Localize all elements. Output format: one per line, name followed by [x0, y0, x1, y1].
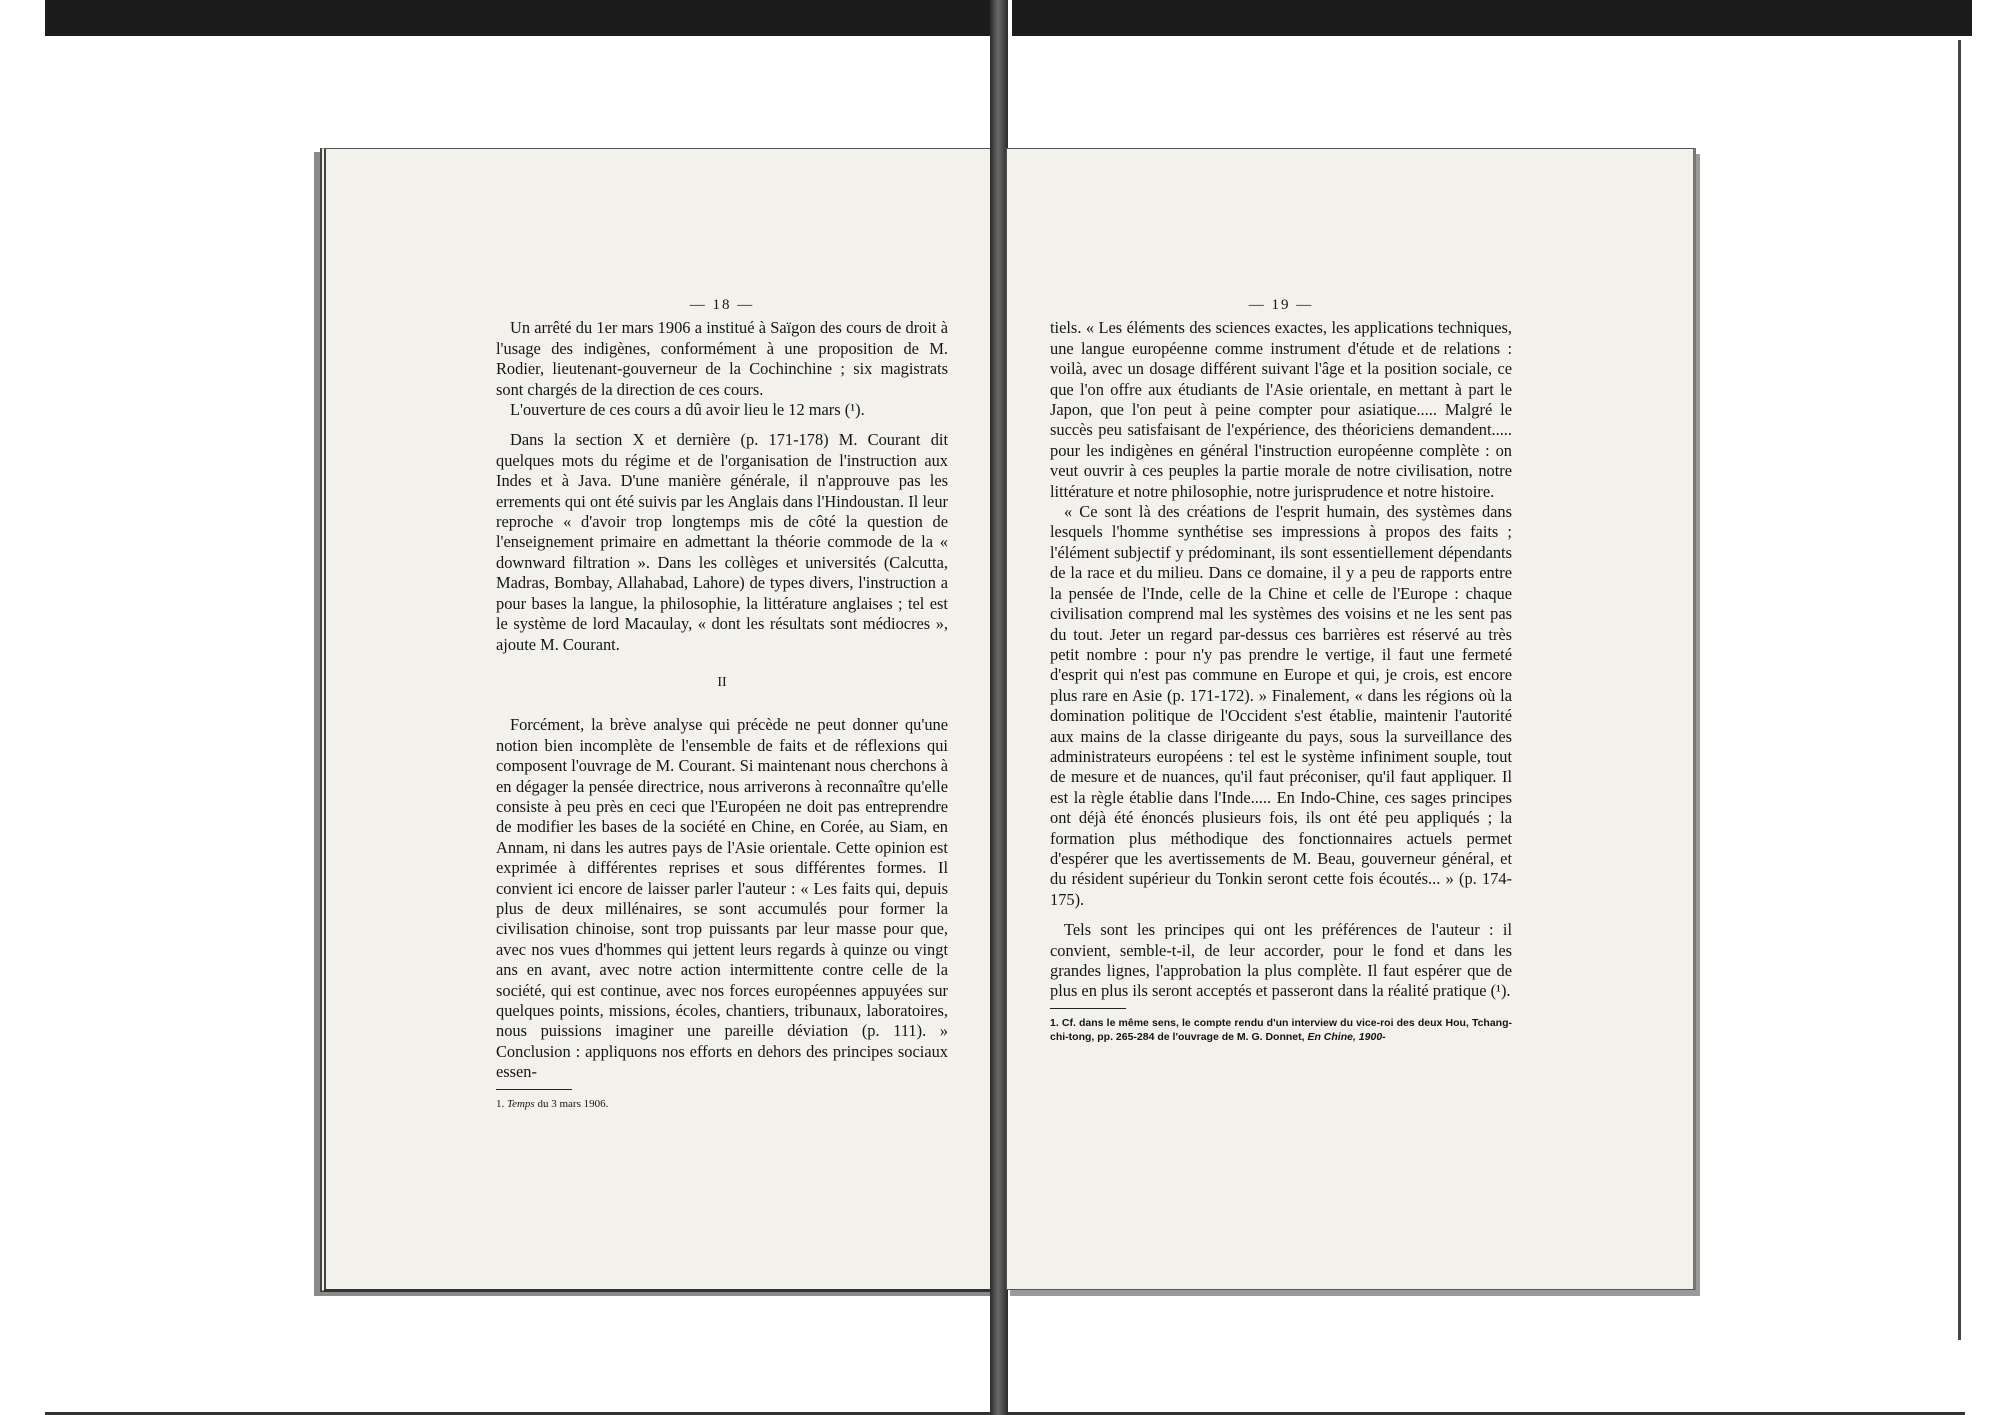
footnote-title: En Chine, 1900-	[1307, 1030, 1386, 1043]
right-page	[1006, 148, 1696, 1290]
footnote-title: Temps	[507, 1097, 535, 1110]
paragraph: Tels sont les principes qui ont les préférences de l'auteur : il convient, semble-t-il, de leur accorder, pour le fond et dans les grandes lignes, l'approbation la plus complète. Il faut espérer que de plus en plus ils seront acceptés et passeront dans la réalité pratique (¹).	[1050, 920, 1512, 1001]
footnote	[496, 1097, 948, 1111]
footnote-text: du 3 mars 1906.	[537, 1097, 609, 1110]
right-page-text	[1050, 295, 1512, 1044]
page-number: — 19 —	[1248, 297, 1314, 313]
left-page	[320, 148, 997, 1292]
left-page-text	[496, 295, 948, 1111]
paragraph: « Ce sont là des créations de l'esprit humain, des systèmes dans lesquels l'homme synthétise ses impressions à propos des faits ; l'élément subjectif y prédominant, ils sont essentiellement dépendants de la race et du milieu. Dans ce domaine, il y a peu de rapports entre la pensée de l'Inde, celle de la Chine et celle de l'Europe : chaque civilisation comprend mal les systèmes des voisins et ne les sent pas du tout. Jeter un regard par-dessus ces barrières est réservé au très petit nombre : pour n'y pas prendre le vertige, il faut une fermeté d'esprit qui n'est pas commune en Europe et qui, je crois, est encore plus rare en Asie (p. 171-172). » Finalement, « dans les régions où la domination politique de l'Occident s'est établie, maintenir l'autorité aux mains de la classe dirigeante du pays, sous la surveillance des administrateurs européens : tel est le système infiniment souple, tout de mesure et de nuances, qu'il faut préconiser, qu'il faut appliquer. Il est la règle établie dans l'Inde..... En Indo-Chine, ces sages principes ont déjà été énoncés plusieurs fois, ils ont été peu appliqués ; la formation plus méthodique des fonctionnaires actuels permet d'espérer que les avertissements de M. Beau, gouverneur général, et du résident supérieur du Tonkin seront cette fois écoutés... » (p. 174-175).	[1050, 502, 1512, 909]
paragraph: L'ouverture de ces cours a dû avoir lieu le 12 mars (¹).	[510, 400, 865, 420]
section-heading: II	[717, 674, 727, 690]
footnote-rule	[496, 1089, 572, 1090]
page-number: — 18 —	[689, 297, 755, 313]
paragraph: tiels. « Les éléments des sciences exactes, les applications techniques, une langue européenne comme instrument d'étude et de relations : voilà, avec un dosage différent suivant l'âge et la position sociale, ce que l'on offre aux étudiants de l'Asie orientale, en mettant à part le Japon, que l'on peut à peine compter pour asiatique..... Malgré le succès peu satisfaisant de l'expérience, des théoriciens demandent..... pour les indigènes en général l'instruction européenne complète : on veut ouvrir à ces peuples la partie morale de notre civilisation, notre littérature et notre philosophie, notre jurisprudence et notre histoire.	[1050, 318, 1512, 501]
paragraph: Forcément, la brève analyse qui précède ne peut donner qu'une notion bien incomplète de l'ensemble de faits et de réflexions qui composent l'ouvrage de M. Courant. Si maintenant nous cherchons à en dégager la pensée directrice, nous arriverons à reconnaître qu'elle consiste à peu près en ceci que l'Européen ne doit pas entreprendre de modifier les bases de la société en Chine, en Corée, au Siam, en Annam, ni dans les autres pays de l'Asie orientale. Cette opinion est exprimée à différentes reprises et sous différentes formes. Il convient ici encore de laisser parler l'auteur : « Les faits qui, depuis plus de deux millénaires, se sont accumulés pour former la civilisation chinoise, sont trop puissants par leur masse pour que, avec nos vues d'hommes qui jettent leurs regards à quinze ou vingt ans en avant, avec notre action intermittente contre celle de la société, qui est continue, avec nos forces européennes appuyées sur quelques points, missions, écoles, chantiers, tribunaux, laboratoires, nous puissions imaginer une pareille déviation (p. 111). » Conclusion : appliquons nos efforts en dehors des principes sociaux essen-	[496, 715, 948, 1082]
paragraph: Un arrêté du 1er mars 1906 a institué à Saïgon des cours de droit à l'usage des indigènes, conformément à une proposition de M. Rodier, lieutenant-gouverneur de la Cochinchine ; six magistrats sont chargés de la direction de ces cours.	[496, 318, 948, 399]
scan-right-edge	[1958, 40, 1961, 1340]
paragraph: Dans la section X et dernière (p. 171-178) M. Courant dit quelques mots du régime et de l'organisation de l'instruction aux Indes et à Java. D'une manière générale, il n'approuve pas les errements qui ont été suivis par les Anglais dans l'Hindoustan. Il leur reproche « d'avoir trop longtemps mis de côté la question de l'enseignement primaire en admettant la théorie commode de la « downward filtration ». Dans les collèges et universités (Calcutta, Madras, Bombay, Allahabad, Lahore) de types divers, l'instruction a pour bases la langue, la philosophie, la littérature anglaises ; tel est le système de lord Macaulay, « dont les résultats sont médiocres », ajoute M. Courant.	[496, 430, 948, 654]
scan-top-bar-left	[45, 0, 990, 36]
footnote-text: 1. Cf. dans le même sens, le compte rendu d'un interview du vice-roi des deux Hou, Tchang-chi-tong, pp. 265-284 de l'ouvrage de M. G. Donnet,	[1050, 1016, 1512, 1043]
footnote	[1050, 1016, 1512, 1044]
footnote-number: 1.	[496, 1097, 505, 1110]
footnote-rule	[1050, 1008, 1126, 1009]
scan-top-bar-right	[1012, 0, 1972, 36]
